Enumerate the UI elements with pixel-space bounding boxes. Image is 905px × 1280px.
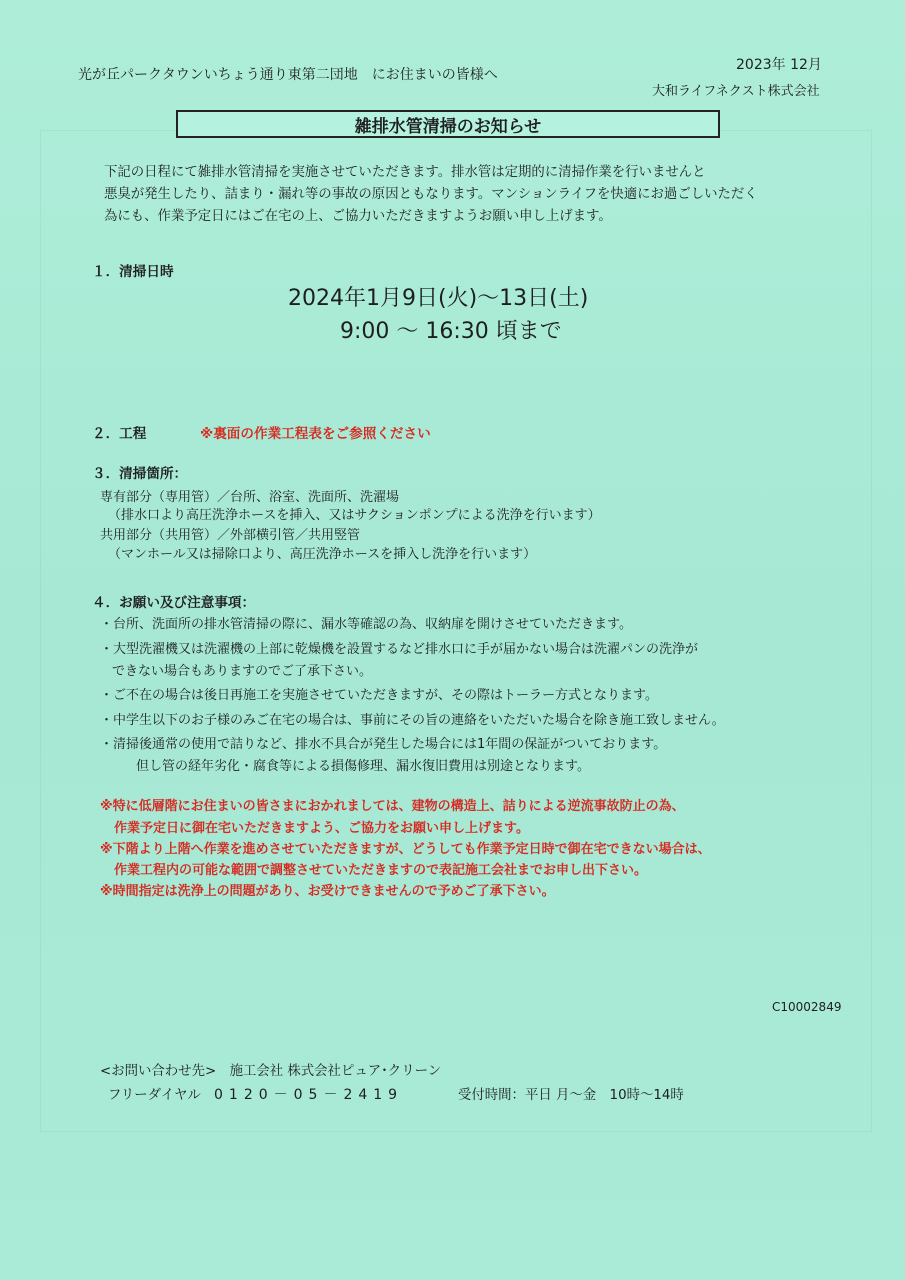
- intro-line: 為にも、作業予定日にはご在宅の上、ご協力いただきますようお願い申し上げます。: [104, 209, 612, 224]
- issuer-company: 大和ライフネクスト株式会社: [652, 84, 820, 99]
- notice-title: 雑排水管清掃のお知らせ: [354, 116, 542, 137]
- warning-line: 作業工程内の可能な範囲で調整させていただきますので表記施工会社までお申し出下さい。: [114, 863, 648, 878]
- warning-line: 作業予定日に御在宅いただきますよう、ご協力をお願い申し上げます。: [114, 821, 529, 836]
- section-schedule-heading: １．清掃日時: [92, 264, 174, 280]
- schedule-times: 9:00 ～ 16:30 頃まで: [340, 319, 562, 344]
- document-code: C10002849: [772, 1000, 842, 1014]
- notice-title-box: [176, 110, 720, 138]
- warning-line: ※下階より上階へ作業を進めさせていただきますが、どうしても作業予定日時で御在宅できない場合は、: [100, 842, 711, 857]
- reception-hours: 受付時間：平日 月～金 10時～14時: [458, 1088, 684, 1103]
- warning-line: ※特に低層階にお住まいの皆さまにおかれましては、建物の構造上、詰りによる逆流事故防止の為、: [100, 799, 685, 814]
- location-line: 専有部分（専用管）／台所、浴室、洗面所、洗濯場: [100, 490, 400, 505]
- contact-heading: <お問い合わせ先> 施工会社 株式会社ピュア･クリーン: [100, 1064, 442, 1079]
- note-line: ・清掃後通常の使用で詰りなど、排水不具合が発生した場合には1年間の保証がついております。: [100, 737, 667, 752]
- intro-line: 下記の日程にて雑排水管清掃を実施させていただきます。排水管は定期的に清掃作業を行いませんと: [104, 165, 706, 180]
- addressee: 光が丘パークタウンいちょう通り東第二団地 にお住まいの皆様へ: [78, 67, 498, 83]
- location-line: （排水口より高圧洗浄ホースを挿入、又はサクションポンプによる洗浄を行います）: [108, 508, 601, 523]
- note-line: 但し管の経年劣化・腐食等による損傷修理、漏水復旧費用は別途となります。: [136, 759, 590, 774]
- process-note: ※裏面の作業工程表をご参照ください: [200, 426, 431, 442]
- section-notes-heading: ４．お願い及び注意事項：: [92, 595, 256, 611]
- note-line: ・ご不在の場合は後日再施工を実施させていただきますが、その際はトーラー方式となります。: [100, 688, 658, 703]
- section-locations-heading: ３．清掃箇所：: [92, 466, 188, 482]
- note-line: できない場合もありますのでご了承下さい。: [112, 664, 373, 679]
- warning-line: ※時間指定は洗浄上の問題があり、お受けできませんので予めご了承下さい。: [100, 884, 555, 899]
- location-line: （マンホール又は掃除口より、高圧洗浄ホースを挿入し洗浄を行います）: [108, 547, 537, 562]
- intro-line: 悪臭が発生したり、詰まり・漏れ等の事故の原因ともなります。マンションライフを快適にお過ごしいただく: [104, 187, 758, 202]
- freedial-label: フリーダイヤル: [108, 1088, 201, 1103]
- note-line: ・大型洗濯機又は洗濯機の上部に乾燥機を設置するなど排水口に手が届かない場合は洗濯パンの洗浄が: [100, 642, 699, 657]
- section-process-heading: ２．工程: [92, 426, 147, 442]
- note-line: ・台所、洗面所の排水管清掃の際に、漏水等確認の為、収納扉を開けさせていただきます。: [100, 617, 632, 632]
- freedial-number: 0120－05－2419: [214, 1087, 404, 1103]
- note-line: ・中学生以下のお子様のみご在宅の場合は、事前にその旨の連絡をいただいた場合を除き施工致しません。: [100, 713, 725, 728]
- intro-paragraph: [104, 162, 844, 228]
- issue-date: 2023年 12月: [736, 57, 822, 73]
- location-line: 共用部分（共用管）／外部横引管／共用竪管: [100, 528, 361, 543]
- schedule-dates: 2024年1月9日(火)～13日(土): [288, 286, 589, 311]
